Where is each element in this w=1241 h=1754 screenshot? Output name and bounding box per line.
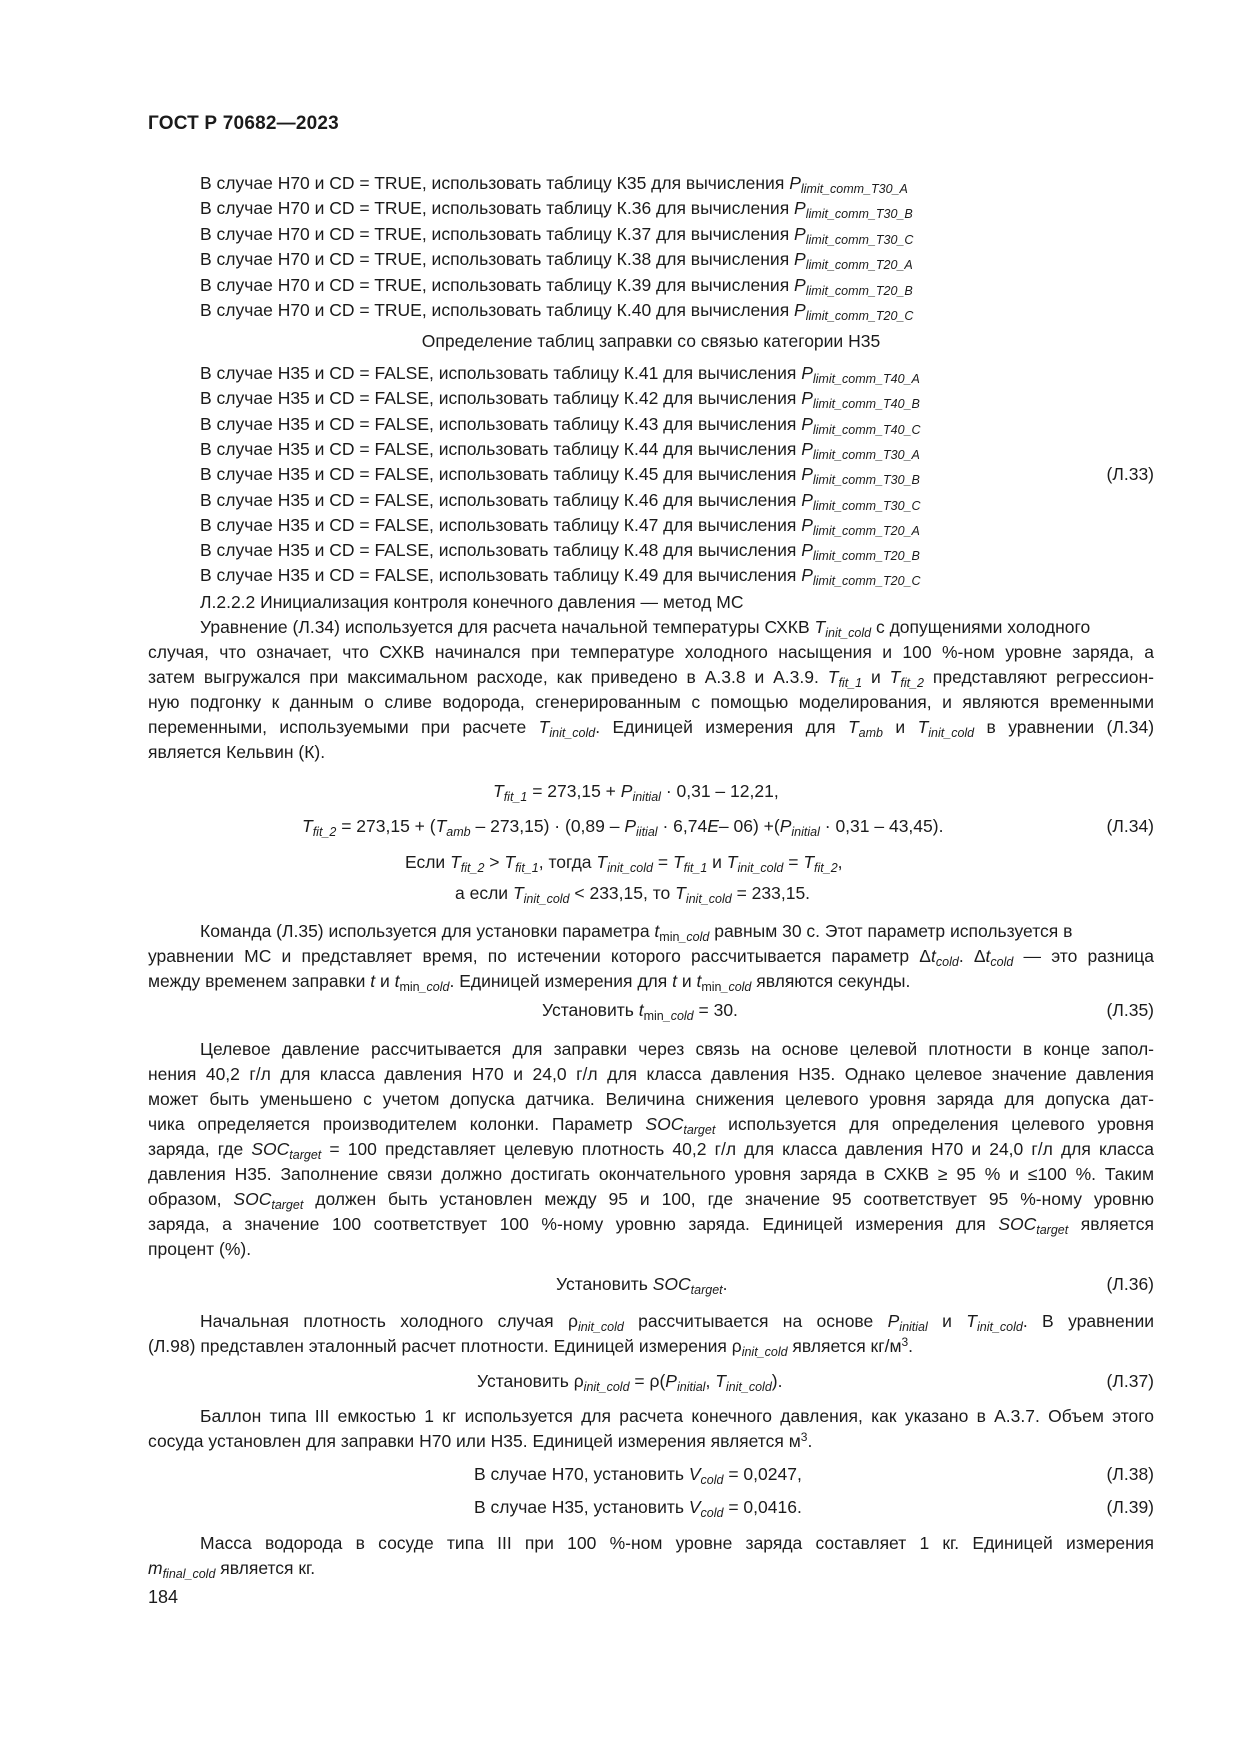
equation-line: Установить $SOC_{target}$. — [556, 1274, 728, 1297]
equation-number-l34: (Л.34) — [1106, 816, 1154, 836]
page-number: 184 — [148, 1587, 179, 1607]
table-list-item: В случае H70 и CD = TRUE, использовать таблицу К.37 для вычисления $P_{limit\_comm\_T30\_C}$ — [200, 223, 914, 247]
table-list-item: В случае H70 и CD = TRUE, использовать таблицу К.38 для вычисления $P_{limit\_comm\_T20\_A}$ — [200, 249, 913, 273]
paragraph-line: $m_{final\_cold}$ является кг. — [148, 1558, 316, 1581]
equation-number-l37: (Л.37) — [1106, 1371, 1154, 1391]
paragraph-line: затем выгружался при максимальном расходе, как приведено в А.3.8 и А.3.9. $T_{fit\_1}$ и $T_{fit\_2}$ представляют регрессион- — [148, 667, 1154, 690]
subheading-h35: Определение таблиц заправки со связью категории H35 — [421, 331, 881, 351]
equation-line: $T_{fit\_1} = 273,15 + P_{initial} \cdot 0,31 - 12,21$, — [493, 781, 779, 804]
equation-line: а если $T_{init\_cold} < 233,15$, то $T_{init\_cold} = 233,15$. — [455, 883, 811, 906]
table-list-item: В случае H35 и CD = FALSE, использовать таблицу К.43 для вычисления $P_{limit\_comm\_T40\_C}$ — [200, 413, 921, 437]
equation-number-l39: (Л.39) — [1106, 1497, 1154, 1517]
paragraph-line: Команда (Л.35) используется для установки параметра $t_{min\_cold}$ равным 30 с. Этот параметр используется в — [200, 921, 1073, 944]
table-list-item: В случае H35 и CD = FALSE, использовать таблицу К.47 для вычисления $P_{limit\_comm\_T20\_A}$ — [200, 514, 920, 538]
table-list-item: В случае H35 и CD = FALSE, использовать таблицу К.44 для вычисления $P_{limit\_comm\_T30\_A}$ — [200, 438, 920, 462]
table-list-item: В случае H35 и CD = FALSE, использовать таблицу К.42 для вычисления $P_{limit\_comm\_T40\_B}$ — [200, 388, 920, 412]
paragraph-line: Масса водорода в сосуде типа III при 100 %-ном уровне заряда составляет 1 кг. Единицей измерения — [200, 1533, 1154, 1553]
equation-line: Установить $t_{min\_cold} = 30$. — [542, 1000, 738, 1023]
paragraph-line: сосуда установлен для заправки H70 или H35. Единицей измерения является $м^3$. — [148, 1430, 813, 1451]
table-list-item: В случае H35 и CD = FALSE, использовать таблицу К.49 для вычисления $P_{limit\_comm\_T20\_C}$ — [200, 565, 921, 589]
paragraph-line: Начальная плотность холодного случая $\rho_{init\_cold}$ рассчитывается на основе $P_{initial}$ и $T_{init\_cold}$. В уравнении — [200, 1311, 1154, 1334]
paragraph-line: Уравнение (Л.34) используется для расчета начальной температуры СХКВ $T_{init\_cold}$ с допущениями холодного — [200, 617, 1091, 640]
paragraph-line: нения 40,2 г/л для класса давления H70 и 24,0 г/л для класса давления H35. Однако целевое значение давления — [148, 1064, 1154, 1084]
section-heading: Л.2.2.2 Инициализация контроля конечного давления — метод МС — [200, 592, 744, 612]
table-list-item: В случае H70 и CD = TRUE, использовать таблицу К.39 для вычисления $P_{limit\_comm\_T20\_B}$ — [200, 274, 913, 298]
table-list-item: В случае H70 и CD = TRUE, использовать таблицу К.40 для вычисления $P_{limit\_comm\_T20\_C}$ — [200, 300, 914, 323]
equation-number-l33: (Л.33) — [1106, 464, 1154, 484]
paragraph-line: уравнении МС и представляет время, по истечении которого рассчитывается параметр $\Delta t_{cold}$. $\Delta t_{cold}$ — это разница — [148, 946, 1154, 969]
document-header: ГОСТ Р 70682—2023 — [148, 113, 339, 134]
equation-line: Если $T_{fit\_2} > T_{fit\_1}$, тогда $T_{init\_cold} = T_{fit\_1}$ и $T_{init\_cold} = T_{fit\_2}$, — [405, 852, 843, 875]
table-list-item: В случае H35 и CD = FALSE, использовать таблицу К.48 для вычисления $P_{limit\_comm\_T20\_B}$ — [200, 540, 920, 564]
table-list-item: В случае H35 и CD = FALSE, использовать таблицу К.41 для вычисления $P_{limit\_comm\_T40\_A}$ — [200, 363, 920, 386]
paragraph-line: образом, $SOC_{target}$ должен быть установлен между 95 и 100, где значение 95 соответствует 95 %-ному уровню — [148, 1189, 1154, 1212]
equation-line: В случае H70, установить $V_{cold} = 0,0247$, — [474, 1464, 802, 1487]
paragraph-line: заряда, где $SOC_{target} = 100$ представляет целевую плотность 40,2 г/л для класса давления H70 и 24,0 г/л для класса — [148, 1139, 1154, 1162]
paragraph-line: (Л.98) представлен эталонный расчет плотности. Единицей измерения $\rho_{init\_cold}$ является $кг/м^3$. — [148, 1335, 914, 1359]
equation-number-l38: (Л.38) — [1106, 1464, 1154, 1484]
table-list-item: В случае H35 и CD = FALSE, использовать таблицу К.45 для вычисления $P_{limit\_comm\_T30\_B}$ — [200, 464, 920, 488]
table-list-item: В случае H70 и CD = TRUE, использовать таблицу К.36 для вычисления $P_{limit\_comm\_T30\_B}$ — [200, 198, 913, 222]
paragraph-line: давления H35. Заполнение связи должно достигать окончательного уровня заряда в СХКВ ≥ 95 % и ≤100 %. Таким — [148, 1164, 1154, 1184]
equation-number-l35: (Л.35) — [1106, 1000, 1154, 1020]
paragraph-line: Баллон типа III емкостью 1 кг используется для расчета конечного давления, как указано в А.3.7. Объем этого — [200, 1406, 1154, 1426]
paragraph-line: между временем заправки t и $t_{min\_cold}$. Единицей измерения для t и $t_{min\_cold}$ являются секунды. — [148, 971, 911, 994]
paragraph-line: чика определяется производителем колонки. Параметр $SOC_{target}$ используется для определения целевого уровня — [148, 1114, 1154, 1137]
paragraph-line: ную подгонку к данным о сливе водорода, сгенерированным с помощью моделирования, и являются временными — [148, 692, 1154, 712]
paragraph-line: Целевое давление рассчитывается для заправки через связь на основе целевой плотности в конце запол- — [200, 1039, 1154, 1059]
paragraph-line: заряда, а значение 100 соответствует 100 %-ному уровню заряда. Единицей измерения для $SOC_{target}$ является — [148, 1214, 1154, 1237]
table-list-item: В случае H70 и CD = TRUE, использовать таблицу К35 для вычисления $P_{limit\_comm\_T30\_A}$ — [200, 173, 908, 196]
table-list-item: В случае H35 и CD = FALSE, использовать таблицу К.46 для вычисления $P_{limit\_comm\_T30\_C}$ — [200, 489, 921, 513]
equation-line: Установить $\rho_{init\_cold} = \rho(P_{initial}$, $T_{init\_cold}$). — [477, 1371, 783, 1394]
paragraph-line: является Кельвин (К). — [148, 742, 326, 762]
equation-line: В случае H35, установить $V_{cold} = 0,0416$. — [474, 1497, 802, 1520]
paragraph-line: может быть уменьшено с учетом допуска датчика. Величина снижения целевого уровня заряда для допуска дат- — [148, 1089, 1154, 1109]
paragraph-line: переменными, используемыми при расчете $T_{init\_cold}$. Единицей измерения для $T_{amb}$ и $T_{init\_cold}$ в уравнении (Л.34) — [148, 717, 1155, 740]
equation-number-l36: (Л.36) — [1106, 1274, 1154, 1294]
paragraph-line: случая, что означает, что СХКВ начинался при температуре холодного насыщения и 100 %-ном уровне заряда, а — [148, 642, 1154, 662]
equation-line: $T_{fit\_2} = 273,15 + (T_{amb} - 273,15) \cdot (0,89 - P_{iitial} \cdot 6,74E-$ $06) +(P_{initial} \cdot 0,31 - 43,45)$. — [302, 816, 944, 839]
paragraph-line: процент (%). — [148, 1239, 252, 1259]
